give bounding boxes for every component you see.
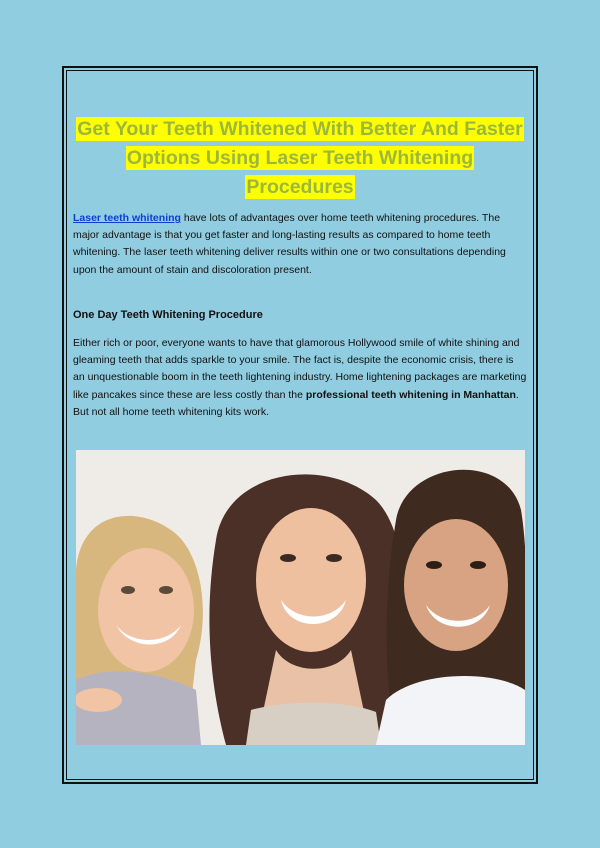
intro-paragraph: [73, 210, 528, 279]
section-bold-text: professional teeth whitening in Manhattan: [305, 388, 516, 401]
section-text-before: Either rich or poor, everyone wants to have that glamorous Hollywood smile of white shining and gleaming teeth that adds sparkle to your smile. The fact is, despite the economic crisis, there is an unquestionable boom in the teeth lightening industry. Home lightening packages are marketing like pancakes since these are less costly than the: [73, 337, 527, 401]
section-text-after: . But not all home teeth whitening kits work.: [73, 388, 519, 418]
section-heading: One Day Teeth Whitening Procedure: [73, 309, 263, 321]
page-title-text: Get Your Teeth Whitened With Better And Faster Options Using Laser Teeth Whitening Procedures: [77, 118, 523, 198]
laser-teeth-whitening-link[interactable]: Laser teeth whitening: [73, 212, 181, 224]
smiling-women-photo: [76, 450, 525, 745]
photo-illustration: [76, 450, 525, 745]
section-paragraph: [73, 335, 528, 421]
intro-text: have lots of advantages over home teeth whitening procedures. The major advantage is that you get faster and long-lasting results as compared to home teeth whitening. The laser teeth whitening deliver results within one or two consultations depending upon the amount of stain and discoloration present.: [73, 212, 506, 276]
page-title: [74, 115, 526, 202]
